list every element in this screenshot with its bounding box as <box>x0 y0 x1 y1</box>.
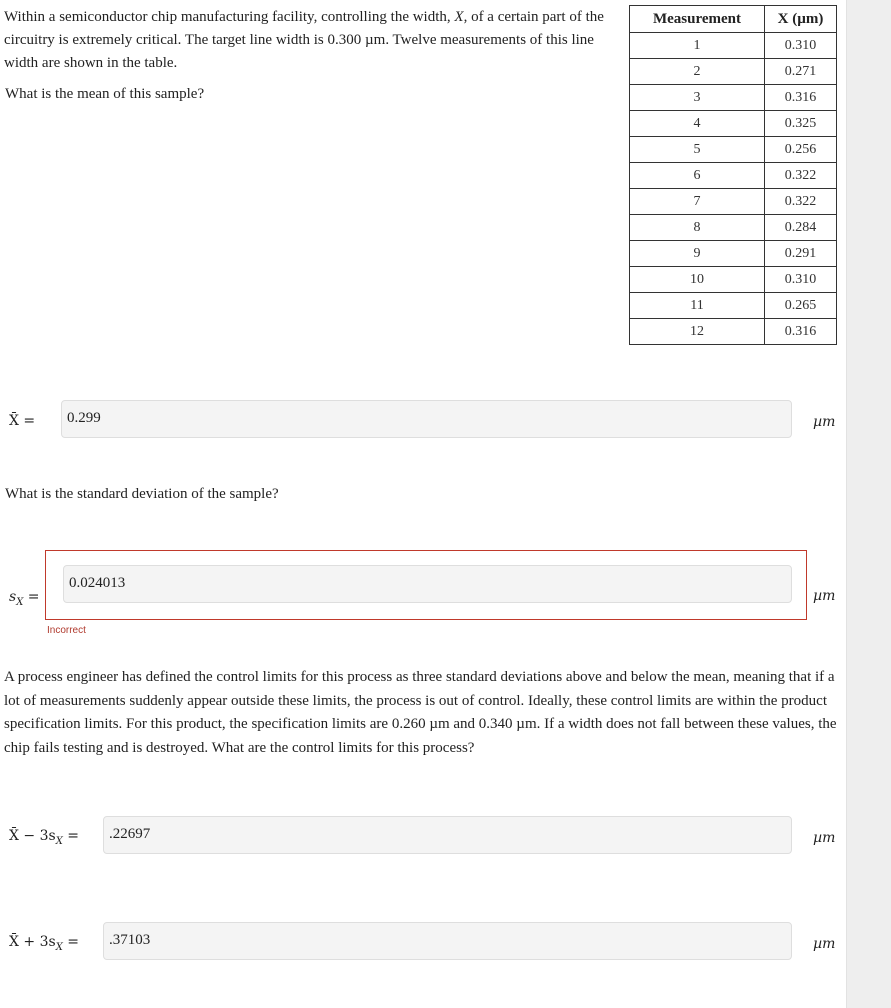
sd-incorrect-feedback: Incorrect <box>47 625 86 636</box>
width-value-cell: 0.322 <box>765 163 837 189</box>
measurement-number-cell: 9 <box>630 241 765 267</box>
table-row <box>630 33 837 59</box>
control-limits-paragraph: A process engineer has defined the control limits for this process as three standard deviations above and below the mean, meaning that if a lot of measurements suddenly appear outside these limits, the process is out of control. Ideally, these control limits are within the product specification limits. For this product, the specification limits are 0.260 µm and 0.340 µm. If a width does not fall between these values, the chip fails testing and is destroyed. What are the control limits for this process? <box>4 669 837 756</box>
width-value-cell: 0.284 <box>765 215 837 241</box>
table-row <box>630 189 837 215</box>
measurement-table <box>629 5 837 345</box>
width-value-cell: 0.322 <box>765 189 837 215</box>
sd-unit: µm <box>813 588 836 604</box>
width-value-cell: 0.316 <box>765 319 837 345</box>
measurement-number-cell: 1 <box>630 33 765 59</box>
width-value-cell: 0.271 <box>765 59 837 85</box>
width-value-cell: 0.325 <box>765 111 837 137</box>
table-header-x: X (µm) <box>765 6 837 33</box>
mean-question: What is the mean of this sample? <box>5 86 205 102</box>
upper-limit-unit: µm <box>813 936 836 952</box>
sd-input[interactable]: 0.024013 <box>63 565 792 603</box>
problem-intro: Within a semiconductor chip manufacturing facility, controlling the width, X, of a certain part of the circuitry is extremely critical. The target line width is 0.300 µm. Twelve measurements of this line width are shown in the table. <box>4 9 604 71</box>
width-value-cell: 0.310 <box>765 267 837 293</box>
sd-question: What is the standard deviation of the sample? <box>5 486 279 502</box>
table-row <box>630 85 837 111</box>
scrollbar-gutter[interactable] <box>846 0 891 1008</box>
lower-limit-input[interactable]: .22697 <box>103 816 792 854</box>
table-row <box>630 59 837 85</box>
measurement-number-cell: 10 <box>630 267 765 293</box>
measurement-number-cell: 7 <box>630 189 765 215</box>
upper-limit-input[interactable]: .37103 <box>103 922 792 960</box>
mean-unit: µm <box>813 414 836 430</box>
measurement-number-cell: 3 <box>630 85 765 111</box>
table-row <box>630 241 837 267</box>
width-value-cell: 0.256 <box>765 137 837 163</box>
upper-limit-label: X̄ + $3s_X$ = <box>9 934 80 953</box>
width-value-cell: 0.310 <box>765 33 837 59</box>
measurement-number-cell: 5 <box>630 137 765 163</box>
table-row <box>630 137 837 163</box>
lower-limit-label: X̄ − $3s_X$ = <box>9 828 80 847</box>
measurement-number-cell: 11 <box>630 293 765 319</box>
measurement-number-cell: 12 <box>630 319 765 345</box>
variable-x: X <box>454 9 464 25</box>
mean-label: X̄ = <box>9 413 36 429</box>
sd-label: $s_X$ = <box>9 589 40 608</box>
table-row <box>630 111 837 137</box>
table-row <box>630 215 837 241</box>
table-header-measurement: Measurement <box>630 6 765 33</box>
table-row <box>630 293 837 319</box>
measurement-number-cell: 6 <box>630 163 765 189</box>
mean-input[interactable]: 0.299 <box>61 400 792 438</box>
table-row <box>630 267 837 293</box>
width-value-cell: 0.316 <box>765 85 837 111</box>
lower-limit-unit: µm <box>813 830 836 846</box>
table-row <box>630 319 837 345</box>
table-row <box>630 163 837 189</box>
width-value-cell: 0.291 <box>765 241 837 267</box>
measurement-number-cell: 8 <box>630 215 765 241</box>
measurement-number-cell: 4 <box>630 111 765 137</box>
measurement-number-cell: 2 <box>630 59 765 85</box>
width-value-cell: 0.265 <box>765 293 837 319</box>
